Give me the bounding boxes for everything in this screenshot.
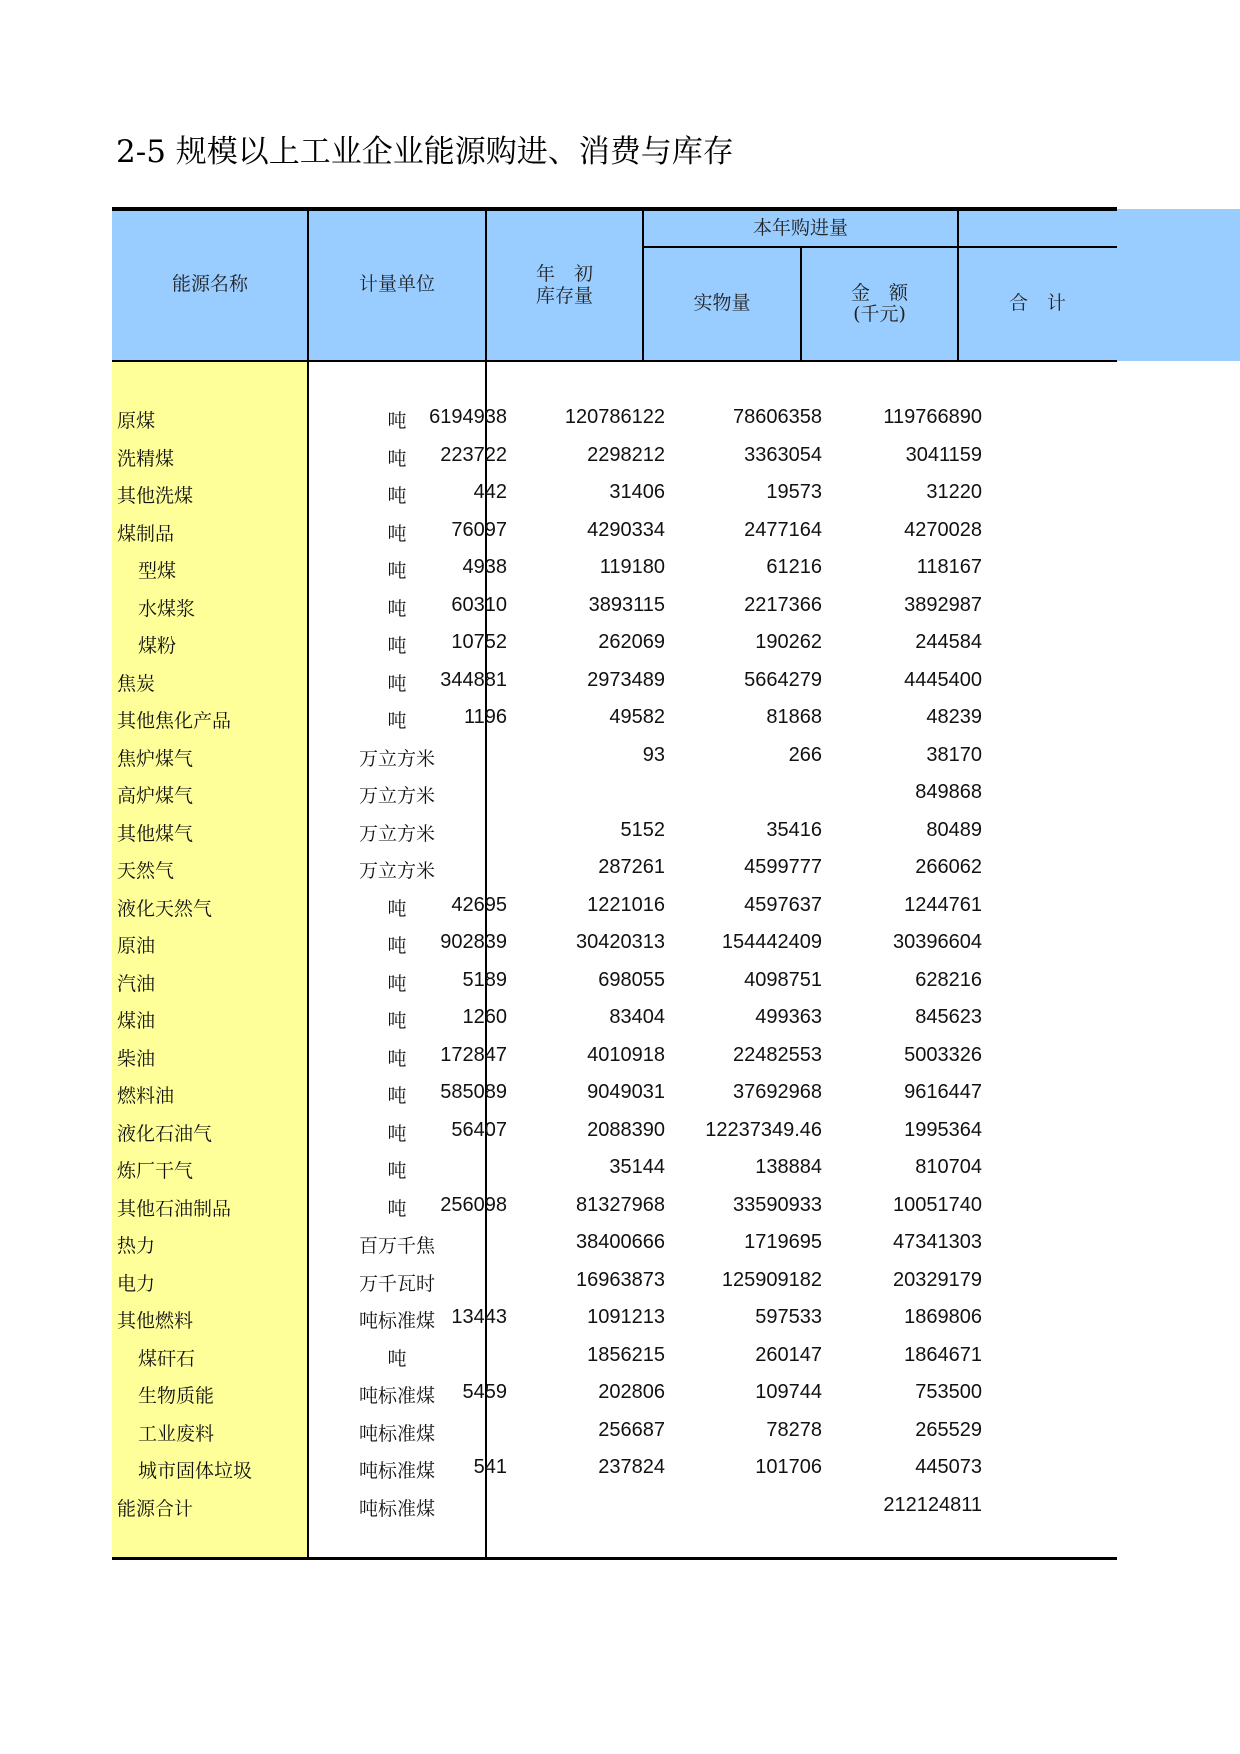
unit: 吨 xyxy=(387,1122,407,1145)
table-row xyxy=(112,813,1117,850)
purchase-amount: 266 xyxy=(788,743,822,766)
energy-name: 水煤浆 xyxy=(138,597,196,620)
energy-name: 原油 xyxy=(117,935,156,957)
table-row xyxy=(112,588,1117,625)
energy-name: 热力 xyxy=(117,1235,156,1257)
table-title: 2-5 规模以上工业企业能源购进、消费与库存 xyxy=(116,134,734,170)
total: 48239 xyxy=(926,706,982,728)
table-row xyxy=(112,1375,1117,1412)
total: 4270028 xyxy=(904,518,982,541)
energy-name: 煤制品 xyxy=(117,522,175,545)
energy-name: 生物质能 xyxy=(138,1385,215,1407)
purchase-amount: 2217366 xyxy=(744,593,822,616)
opening-stock: 344881 xyxy=(440,668,507,691)
unit: 吨 xyxy=(387,522,407,545)
unit: 万立方米 xyxy=(358,860,435,882)
unit: 吨 xyxy=(387,1085,407,1107)
table-row xyxy=(112,625,1117,662)
opening-stock: 56407 xyxy=(451,1118,507,1141)
purchase-physical: 30420313 xyxy=(576,931,665,953)
opening-stock: 4938 xyxy=(462,556,507,578)
purchase-amount: 33590933 xyxy=(733,1193,822,1216)
table-row xyxy=(112,1263,1117,1300)
opening-stock: 5459 xyxy=(462,1381,507,1403)
purchase-physical: 698055 xyxy=(598,968,665,991)
purchase-physical: 120786122 xyxy=(564,406,665,428)
opening-stock: 902839 xyxy=(440,931,507,953)
energy-name: 焦炉煤气 xyxy=(117,747,194,770)
purchase-physical: 35144 xyxy=(609,1156,665,1178)
energy-name: 液化天然气 xyxy=(117,897,213,920)
table-row xyxy=(112,1038,1117,1075)
purchase-physical: 202806 xyxy=(598,1381,665,1403)
table-row xyxy=(112,1300,1117,1337)
table-row xyxy=(112,475,1117,512)
purchase-physical: 81327968 xyxy=(576,1193,665,1216)
header-amount-1: 金 额 xyxy=(850,282,908,304)
purchase-amount: 101706 xyxy=(755,1456,822,1478)
opening-stock: 13443 xyxy=(451,1306,507,1328)
table-row xyxy=(112,738,1117,775)
unit: 吨 xyxy=(387,935,407,957)
unit: 吨 xyxy=(387,597,407,620)
energy-name: 其他焦化产品 xyxy=(117,710,232,732)
table-row xyxy=(112,1075,1117,1112)
unit: 吨 xyxy=(387,447,407,470)
purchase-physical: 1091213 xyxy=(587,1306,665,1328)
total: 1869806 xyxy=(904,1306,982,1328)
opening-stock: 5189 xyxy=(462,968,507,991)
opening-stock: 10752 xyxy=(451,631,507,653)
purchase-physical: 16963873 xyxy=(576,1268,665,1291)
purchase-amount: 4599777 xyxy=(744,856,822,878)
unit: 吨 xyxy=(387,972,407,995)
energy-name: 原煤 xyxy=(117,410,156,432)
header-opening-stock-2: 库存量 xyxy=(535,285,593,307)
table-row xyxy=(112,513,1117,550)
total: 266062 xyxy=(915,856,982,878)
total: 212124811 xyxy=(883,1493,982,1516)
table-row xyxy=(112,1338,1117,1375)
total: 10051740 xyxy=(893,1193,982,1216)
total: 38170 xyxy=(926,743,982,766)
table-row xyxy=(112,775,1117,812)
unit: 吨标准煤 xyxy=(358,1460,435,1482)
total: 118167 xyxy=(916,556,982,578)
energy-name: 其他燃料 xyxy=(117,1310,194,1332)
opening-stock: 76097 xyxy=(451,518,507,541)
table-row xyxy=(112,700,1117,737)
total: 80489 xyxy=(926,818,982,841)
purchase-amount: 499363 xyxy=(755,1006,822,1028)
unit: 万千瓦时 xyxy=(358,1272,435,1295)
opening-stock: 1196 xyxy=(463,706,507,728)
opening-stock: 1260 xyxy=(462,1006,507,1028)
energy-name: 型煤 xyxy=(138,560,177,582)
purchase-amount: 35416 xyxy=(766,818,822,841)
total: 9616447 xyxy=(904,1081,982,1103)
purchase-amount: 19573 xyxy=(766,481,822,503)
purchase-amount: 81868 xyxy=(766,706,822,728)
total: 31220 xyxy=(926,481,982,503)
purchase-amount: 61216 xyxy=(766,556,822,578)
purchase-physical: 93 xyxy=(642,743,665,766)
opening-stock: 442 xyxy=(473,481,507,503)
table-row xyxy=(112,1000,1117,1037)
total: 810704 xyxy=(915,1156,982,1178)
purchase-physical: 4290334 xyxy=(587,518,665,541)
purchase-amount: 12237349.46 xyxy=(705,1118,822,1141)
unit: 吨 xyxy=(387,635,407,657)
purchase-physical: 2088390 xyxy=(587,1118,665,1141)
opening-stock: 172847 xyxy=(440,1043,507,1066)
purchase-physical: 5152 xyxy=(620,818,665,841)
purchase-physical: 119180 xyxy=(599,556,665,578)
opening-stock: 223722 xyxy=(440,443,507,466)
purchase-amount: 78606358 xyxy=(733,406,822,428)
energy-name: 洗精煤 xyxy=(117,447,175,470)
energy-name: 燃料油 xyxy=(117,1085,175,1107)
total: 4445400 xyxy=(904,668,982,691)
purchase-amount: 37692968 xyxy=(733,1081,822,1103)
unit: 吨 xyxy=(387,897,407,920)
header-bottom-rule xyxy=(112,360,1117,362)
energy-name: 焦炭 xyxy=(117,672,156,695)
purchase-physical: 49582 xyxy=(609,706,665,728)
purchase-physical: 237824 xyxy=(598,1456,665,1478)
energy-name: 工业废料 xyxy=(138,1422,215,1445)
table-row xyxy=(112,1188,1117,1225)
unit: 万立方米 xyxy=(358,822,435,845)
opening-stock: 585089 xyxy=(440,1081,507,1103)
purchase-amount: 4597637 xyxy=(744,893,822,916)
unit: 吨 xyxy=(387,710,407,732)
purchase-amount: 154442409 xyxy=(721,931,822,953)
energy-name: 煤油 xyxy=(117,1010,156,1032)
table-row xyxy=(112,963,1117,1000)
opening-stock: 42695 xyxy=(451,893,507,916)
purchase-physical: 9049031 xyxy=(587,1081,665,1103)
unit: 吨 xyxy=(387,560,407,582)
unit: 吨标准煤 xyxy=(358,1497,435,1520)
total: 119766890 xyxy=(883,406,982,428)
energy-name: 电力 xyxy=(117,1272,156,1295)
energy-name: 煤粉 xyxy=(138,635,177,657)
header-name: 能源名称 xyxy=(171,273,248,295)
unit: 吨 xyxy=(387,485,407,507)
total: 849868 xyxy=(915,781,982,803)
header-divider xyxy=(643,246,1117,248)
purchase-amount: 2477164 xyxy=(744,518,822,541)
table-row xyxy=(112,1150,1117,1187)
unit: 吨 xyxy=(387,1197,407,1220)
opening-stock: 60310 xyxy=(451,593,507,616)
table-row xyxy=(112,850,1117,887)
purchase-physical: 38400666 xyxy=(576,1231,665,1253)
energy-name: 天然气 xyxy=(117,860,175,882)
unit: 吨 xyxy=(387,1047,407,1070)
header-amount-2: (千元) xyxy=(853,303,906,325)
total: 445073 xyxy=(915,1456,982,1478)
top-rule xyxy=(112,207,1117,211)
energy-name: 城市固体垃圾 xyxy=(138,1460,253,1482)
unit: 吨 xyxy=(387,672,407,695)
total: 845623 xyxy=(915,1006,982,1028)
total: 628216 xyxy=(915,968,982,991)
energy-name: 液化石油气 xyxy=(117,1122,213,1145)
total: 1864671 xyxy=(904,1343,982,1366)
unit: 吨 xyxy=(387,410,407,432)
table-row xyxy=(112,663,1117,700)
total: 753500 xyxy=(915,1381,982,1403)
header-physical: 实物量 xyxy=(693,292,751,314)
unit: 吨标准煤 xyxy=(358,1422,435,1445)
header-opening-stock-1: 年 初 xyxy=(535,263,593,285)
total: 3892987 xyxy=(904,593,982,616)
unit: 百万千焦 xyxy=(358,1235,435,1257)
energy-name: 能源合计 xyxy=(117,1497,194,1520)
purchase-physical: 256687 xyxy=(598,1418,665,1441)
unit: 吨 xyxy=(387,1160,407,1182)
purchase-physical: 31406 xyxy=(609,481,665,503)
purchase-amount: 22482553 xyxy=(733,1043,822,1066)
unit: 吨 xyxy=(387,1347,407,1370)
table-row xyxy=(112,1225,1117,1262)
opening-stock: 541 xyxy=(473,1456,507,1478)
energy-name: 其他煤气 xyxy=(117,822,194,845)
opening-stock: 256098 xyxy=(440,1193,507,1216)
purchase-amount: 3363054 xyxy=(744,443,822,466)
purchase-physical: 2298212 xyxy=(587,443,665,466)
purchase-physical: 1221016 xyxy=(587,893,665,916)
total: 47341303 xyxy=(893,1231,982,1253)
total: 265529 xyxy=(915,1418,982,1441)
energy-name: 高炉煤气 xyxy=(117,785,194,807)
header-unit: 计量单位 xyxy=(358,273,435,295)
unit: 吨标准煤 xyxy=(358,1310,435,1332)
header-purchase-group: 本年购进量 xyxy=(752,217,848,239)
purchase-physical: 83404 xyxy=(609,1006,665,1028)
table-row xyxy=(112,1113,1117,1150)
table-row xyxy=(112,1450,1117,1487)
total: 1995364 xyxy=(904,1118,982,1141)
table-row xyxy=(112,438,1117,475)
purchase-physical: 1856215 xyxy=(587,1343,665,1366)
total: 5003326 xyxy=(904,1043,982,1066)
unit: 吨 xyxy=(387,1010,407,1032)
energy-name: 煤矸石 xyxy=(138,1347,196,1370)
purchase-amount: 190262 xyxy=(755,631,822,653)
unit: 吨标准煤 xyxy=(358,1385,435,1407)
opening-stock: 6194938 xyxy=(429,406,507,428)
total: 244584 xyxy=(915,631,982,653)
purchase-amount: 78278 xyxy=(766,1418,822,1441)
table-row xyxy=(112,925,1117,962)
purchase-amount: 4098751 xyxy=(744,968,822,991)
table-row xyxy=(112,400,1117,437)
header-total: 合 计 xyxy=(1008,292,1066,314)
table-row xyxy=(112,550,1117,587)
table-row xyxy=(112,888,1117,925)
purchase-amount: 260147 xyxy=(755,1343,822,1366)
unit: 万立方米 xyxy=(358,747,435,770)
energy-name: 其他石油制品 xyxy=(117,1197,232,1220)
purchase-physical: 262069 xyxy=(598,631,665,653)
total: 1244761 xyxy=(904,893,982,916)
total: 20329179 xyxy=(893,1268,982,1291)
purchase-amount: 109744 xyxy=(755,1381,822,1403)
unit: 万立方米 xyxy=(358,785,435,807)
purchase-amount: 125909182 xyxy=(721,1268,822,1291)
energy-name: 炼厂干气 xyxy=(117,1160,194,1182)
purchase-amount: 1719695 xyxy=(744,1231,822,1253)
purchase-physical: 287261 xyxy=(598,856,665,878)
energy-name: 其他洗煤 xyxy=(117,485,194,507)
purchase-physical: 3893115 xyxy=(588,593,665,616)
total: 30396604 xyxy=(893,931,982,953)
table-row xyxy=(112,1488,1117,1525)
total: 3041159 xyxy=(905,443,982,466)
purchase-amount: 138884 xyxy=(755,1156,822,1178)
purchase-amount: 597533 xyxy=(755,1306,822,1328)
energy-name: 柴油 xyxy=(117,1047,156,1070)
purchase-physical: 2973489 xyxy=(587,668,665,691)
purchase-amount: 5664279 xyxy=(744,668,822,691)
bottom-rule xyxy=(112,1557,1117,1560)
energy-name: 汽油 xyxy=(117,972,156,995)
purchase-physical: 4010918 xyxy=(587,1043,665,1066)
table-row xyxy=(112,1413,1117,1450)
